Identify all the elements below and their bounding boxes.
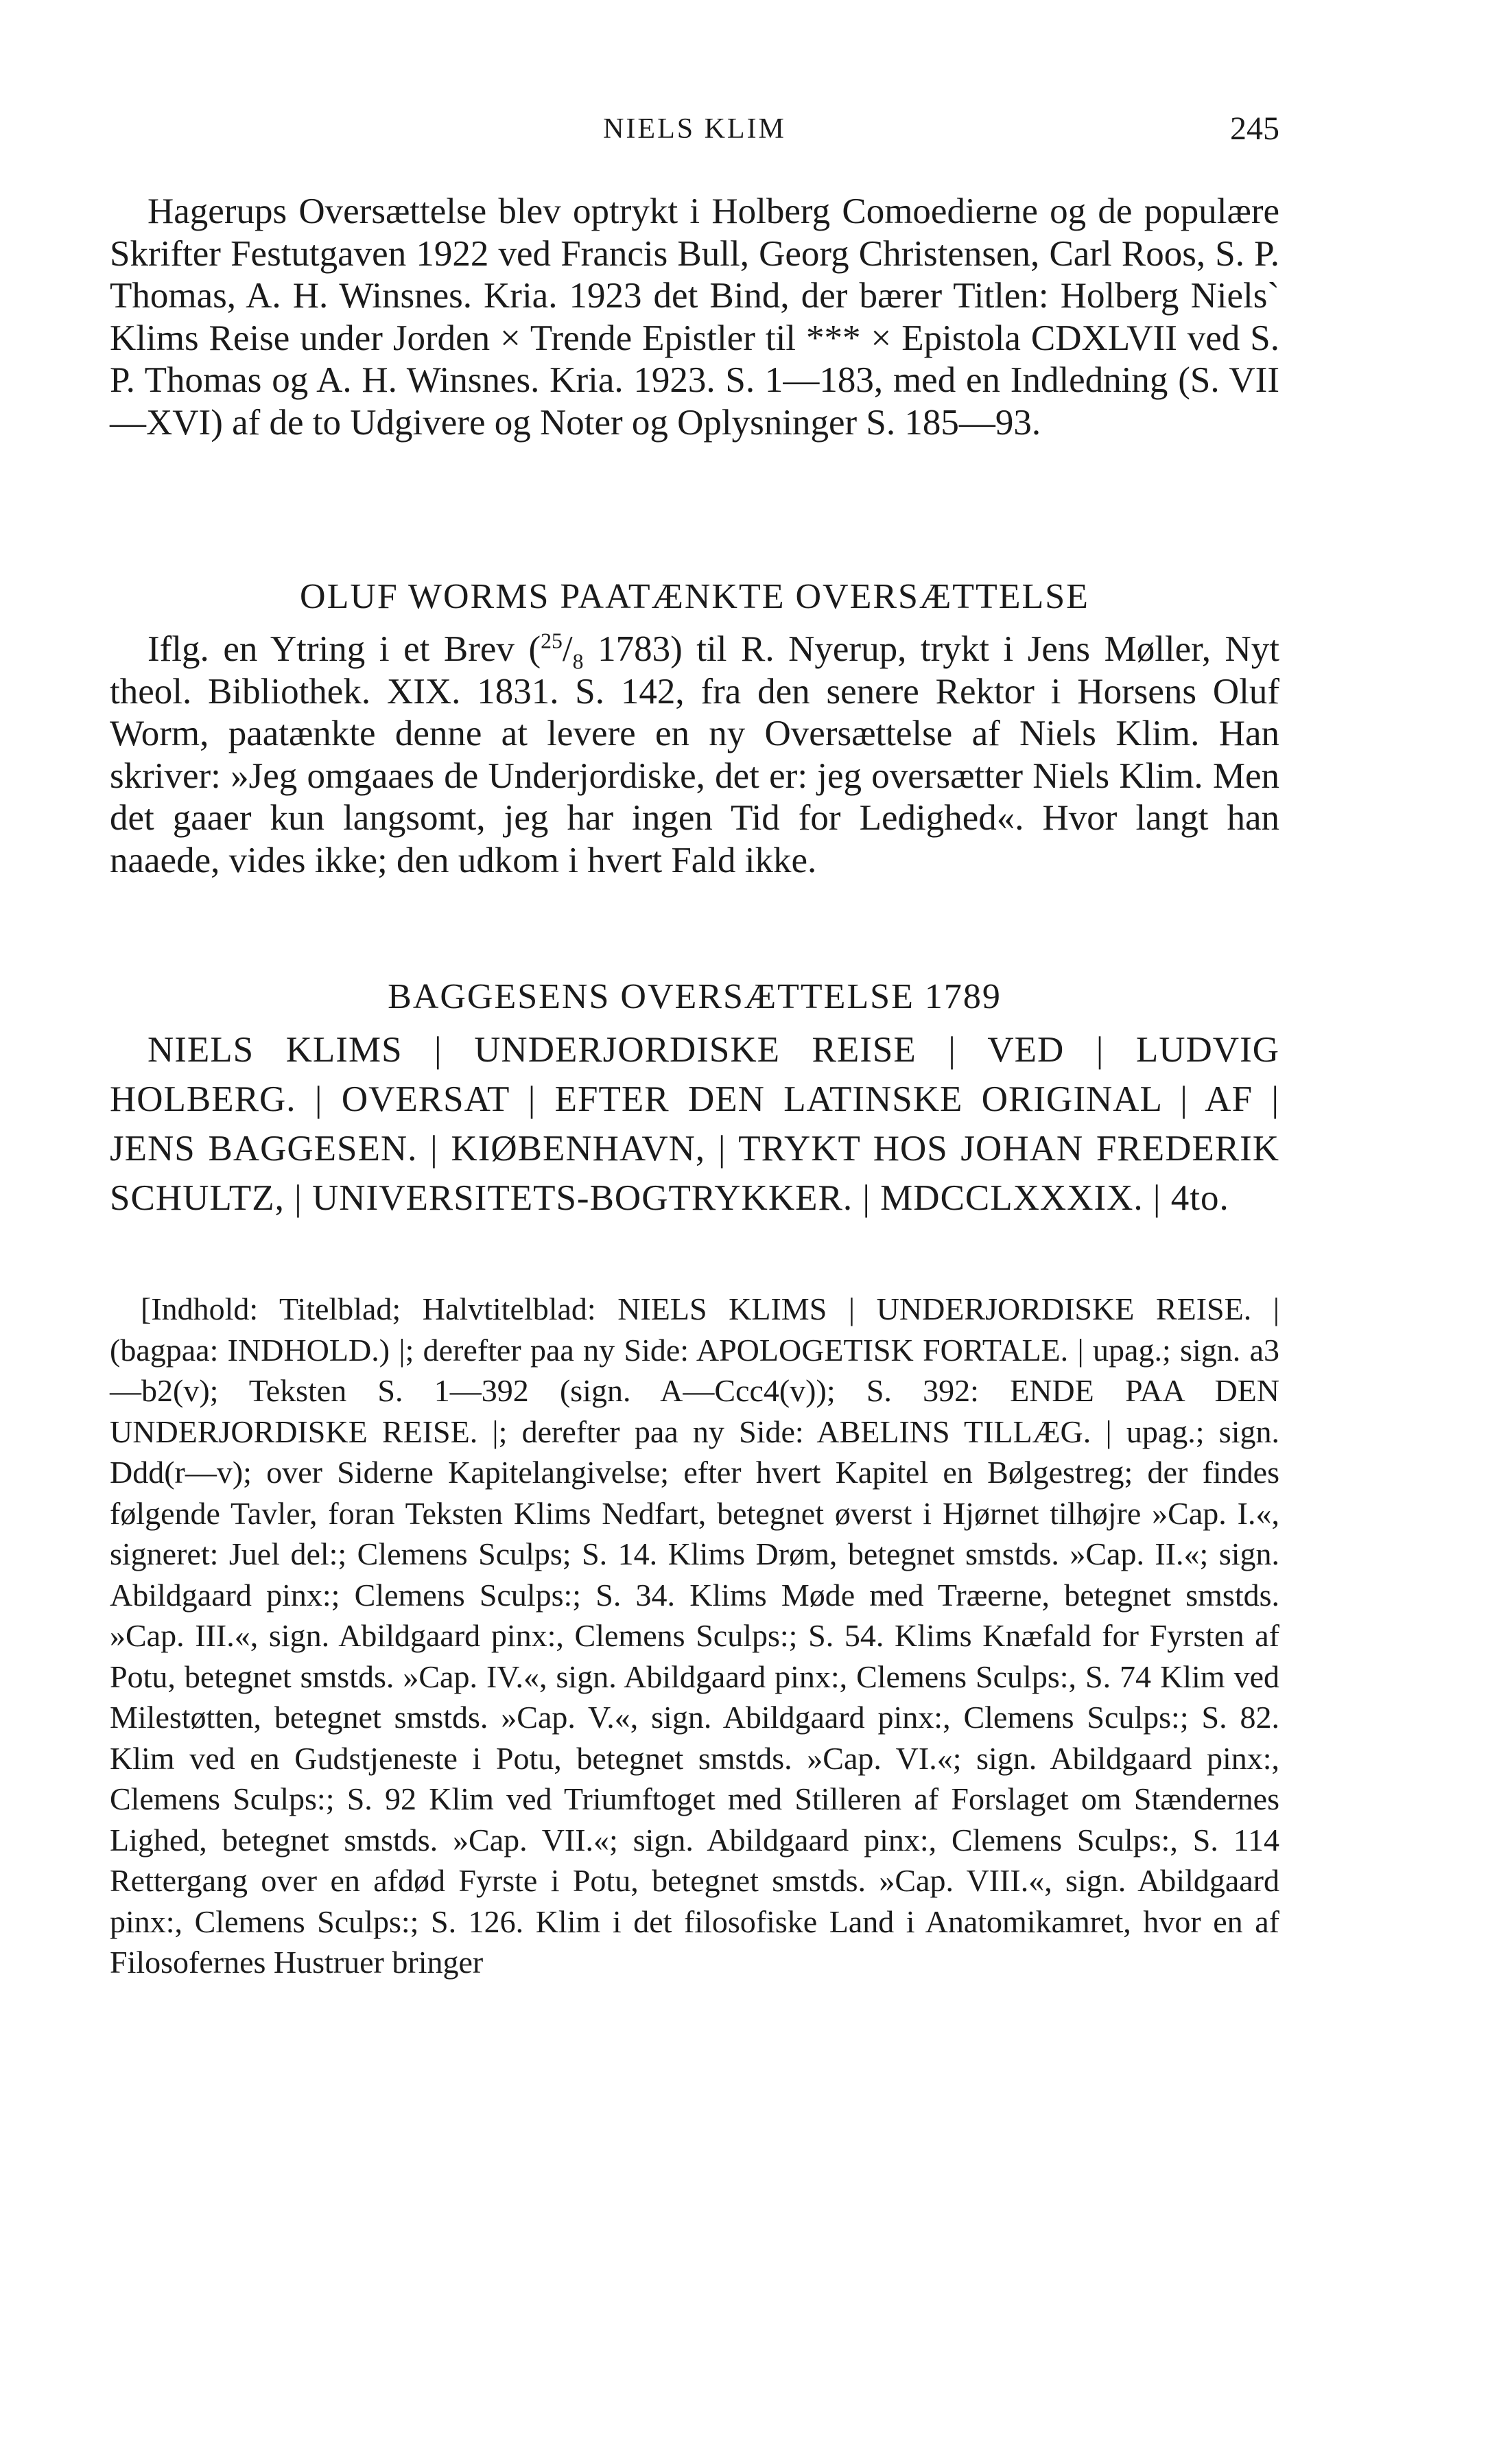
content-note [110,1289,1279,1983]
content-note-text: [Indhold: Titelblad; Halvtitelblad: NIELS KLIMS | UNDERJORDISKE REISE. | (bagpaa: INDHOLD.) |; derefter paa ny Side: APOLOGETISK FORTALE. | upag.; sign. a3—b2(v); Teksten S. 1—392 (sign. A—Ccc4(v)); S. 392: ENDE PAA DEN UNDERJORDISKE REISE. |; derefter paa ny Side: ABELINS TILLÆG. | upag.; sign. Ddd(r—v); over Siderne Kapitelangivelse; efter hvert Kapitel en Bølgestreg; der findes følgende Tavler, foran Teksten Klims Nedfart, betegnet øverst i Hjørnet tilhøjre »Cap. I.«, signeret: Juel del:; Clemens Sculps; S. 14. Klims Drøm, betegnet smstds. »Cap. II.«; sign. Abildgaard pinx:; Clemens Sculps:; S. 34. Klims Møde med Træerne, betegnet smstds. »Cap. III.«, sign. Abildgaard pinx:, Clemens Sculps:; S. 54. Klims Knæfald for Fyrsten af Potu, betegnet smstds. »Cap. IV.«, sign. Abildgaard pinx:, Clemens Sculps:, S. 74 Klim ved Milestøtten, betegnet smstds. »Cap. V.«, sign. Abildgaard pinx:, Clemens Sculps:; S. 82. Klim ved en Gudstjeneste i Potu, betegnet smstds. »Cap. VI.«; sign. Abildgaard pinx:, Clemens Sculps:; S. 92 Klim ved Triumftoget med Stilleren af Forslaget om Stændernes Lighed, betegnet smstds. »Cap. VII.«; sign. Abildgaard pinx:, Clemens Sculps:, S. 114 Rettergang over en afdød Fyrste i Potu, betegnet smstds. »Cap. VIII.«, sign. Abildgaard pinx:, Clemens Sculps:; S. 126. Klim i det filosofiske Land i Anatomikamret, hvor en af Filosofernes Hustruer bringer [110,1291,1279,1980]
heading-baggesen [110,976,1279,1017]
title-transcription-text: NIELS KLIMS | UNDERJORDISKE REISE | VED | LUDVIG HOLBERG. | OVERSAT | EFTER DEN LATINSKE ORIGINAL | AF | JENS BAGGESEN. | KIØBENHAVN, | TRYKT HOS JOHAN FREDERIK SCHULTZ, | UNIVERSITETS-BOGTRYKKER. | MDCCLXXXIX. | 4to. [110,1030,1279,1218]
section-heading: BAGGESENS OVERSÆTTELSE 1789 [388,977,1002,1016]
heading-oluf-worm [110,576,1279,617]
running-title: NIELS KLIM [603,113,786,145]
paragraph-hagerup [110,191,1279,444]
paragraph-oluf-worm [110,629,1279,882]
title-transcription [110,1025,1279,1223]
page-header [110,110,1279,158]
paragraph-oluf-worm-text: Iflg. en Ytring i et Brev ($^{25}/_8$ 1783) til R. Nyerup, trykt i Jens Møller, Nyt theol. Bibliothek. XIX. 1831. S. 142, fra den senere Rektor i Horsens Oluf Worm, paatænkte denne at levere en ny Oversættelse af Niels Klim. Han skriver: »Jeg omgaaes de Underjordiske, det er: jeg oversætter Niels Klim. Men det gaaer kun langsomt, jeg har ingen Tid for Ledighed«. Hvor langt han naaede, vides ikke; den udkom i hvert Fald ikke. [110,629,1279,880]
section-heading: OLUF WORMS PAATÆNKTE OVERSÆTTELSE [300,577,1089,616]
date-day: 25 [541,629,563,653]
paragraph-hagerup-text: Hagerups Oversættelse blev optrykt i Holberg Comoedierne og de populære Skrifter Festutgaven 1922 ved Francis Bull, Georg Christensen, Carl Roos, S. P. Thomas, A. H. Winsnes. Kria. 1923 det Bind, der bærer Titlen: Holberg Niels` Klims Reise under Jorden × Trende Epistler til *** × Epistola CDXLVII ved S. P. Thomas og A. H. Winsnes. Kria. 1923. S. 1—183, med en Indledning (S. VII—XVI) af de to Udgivere og Noter og Oplysninger S. 185—93. [110,191,1279,443]
date-month: 8 [572,649,584,674]
page-number: 245 [1230,110,1279,147]
